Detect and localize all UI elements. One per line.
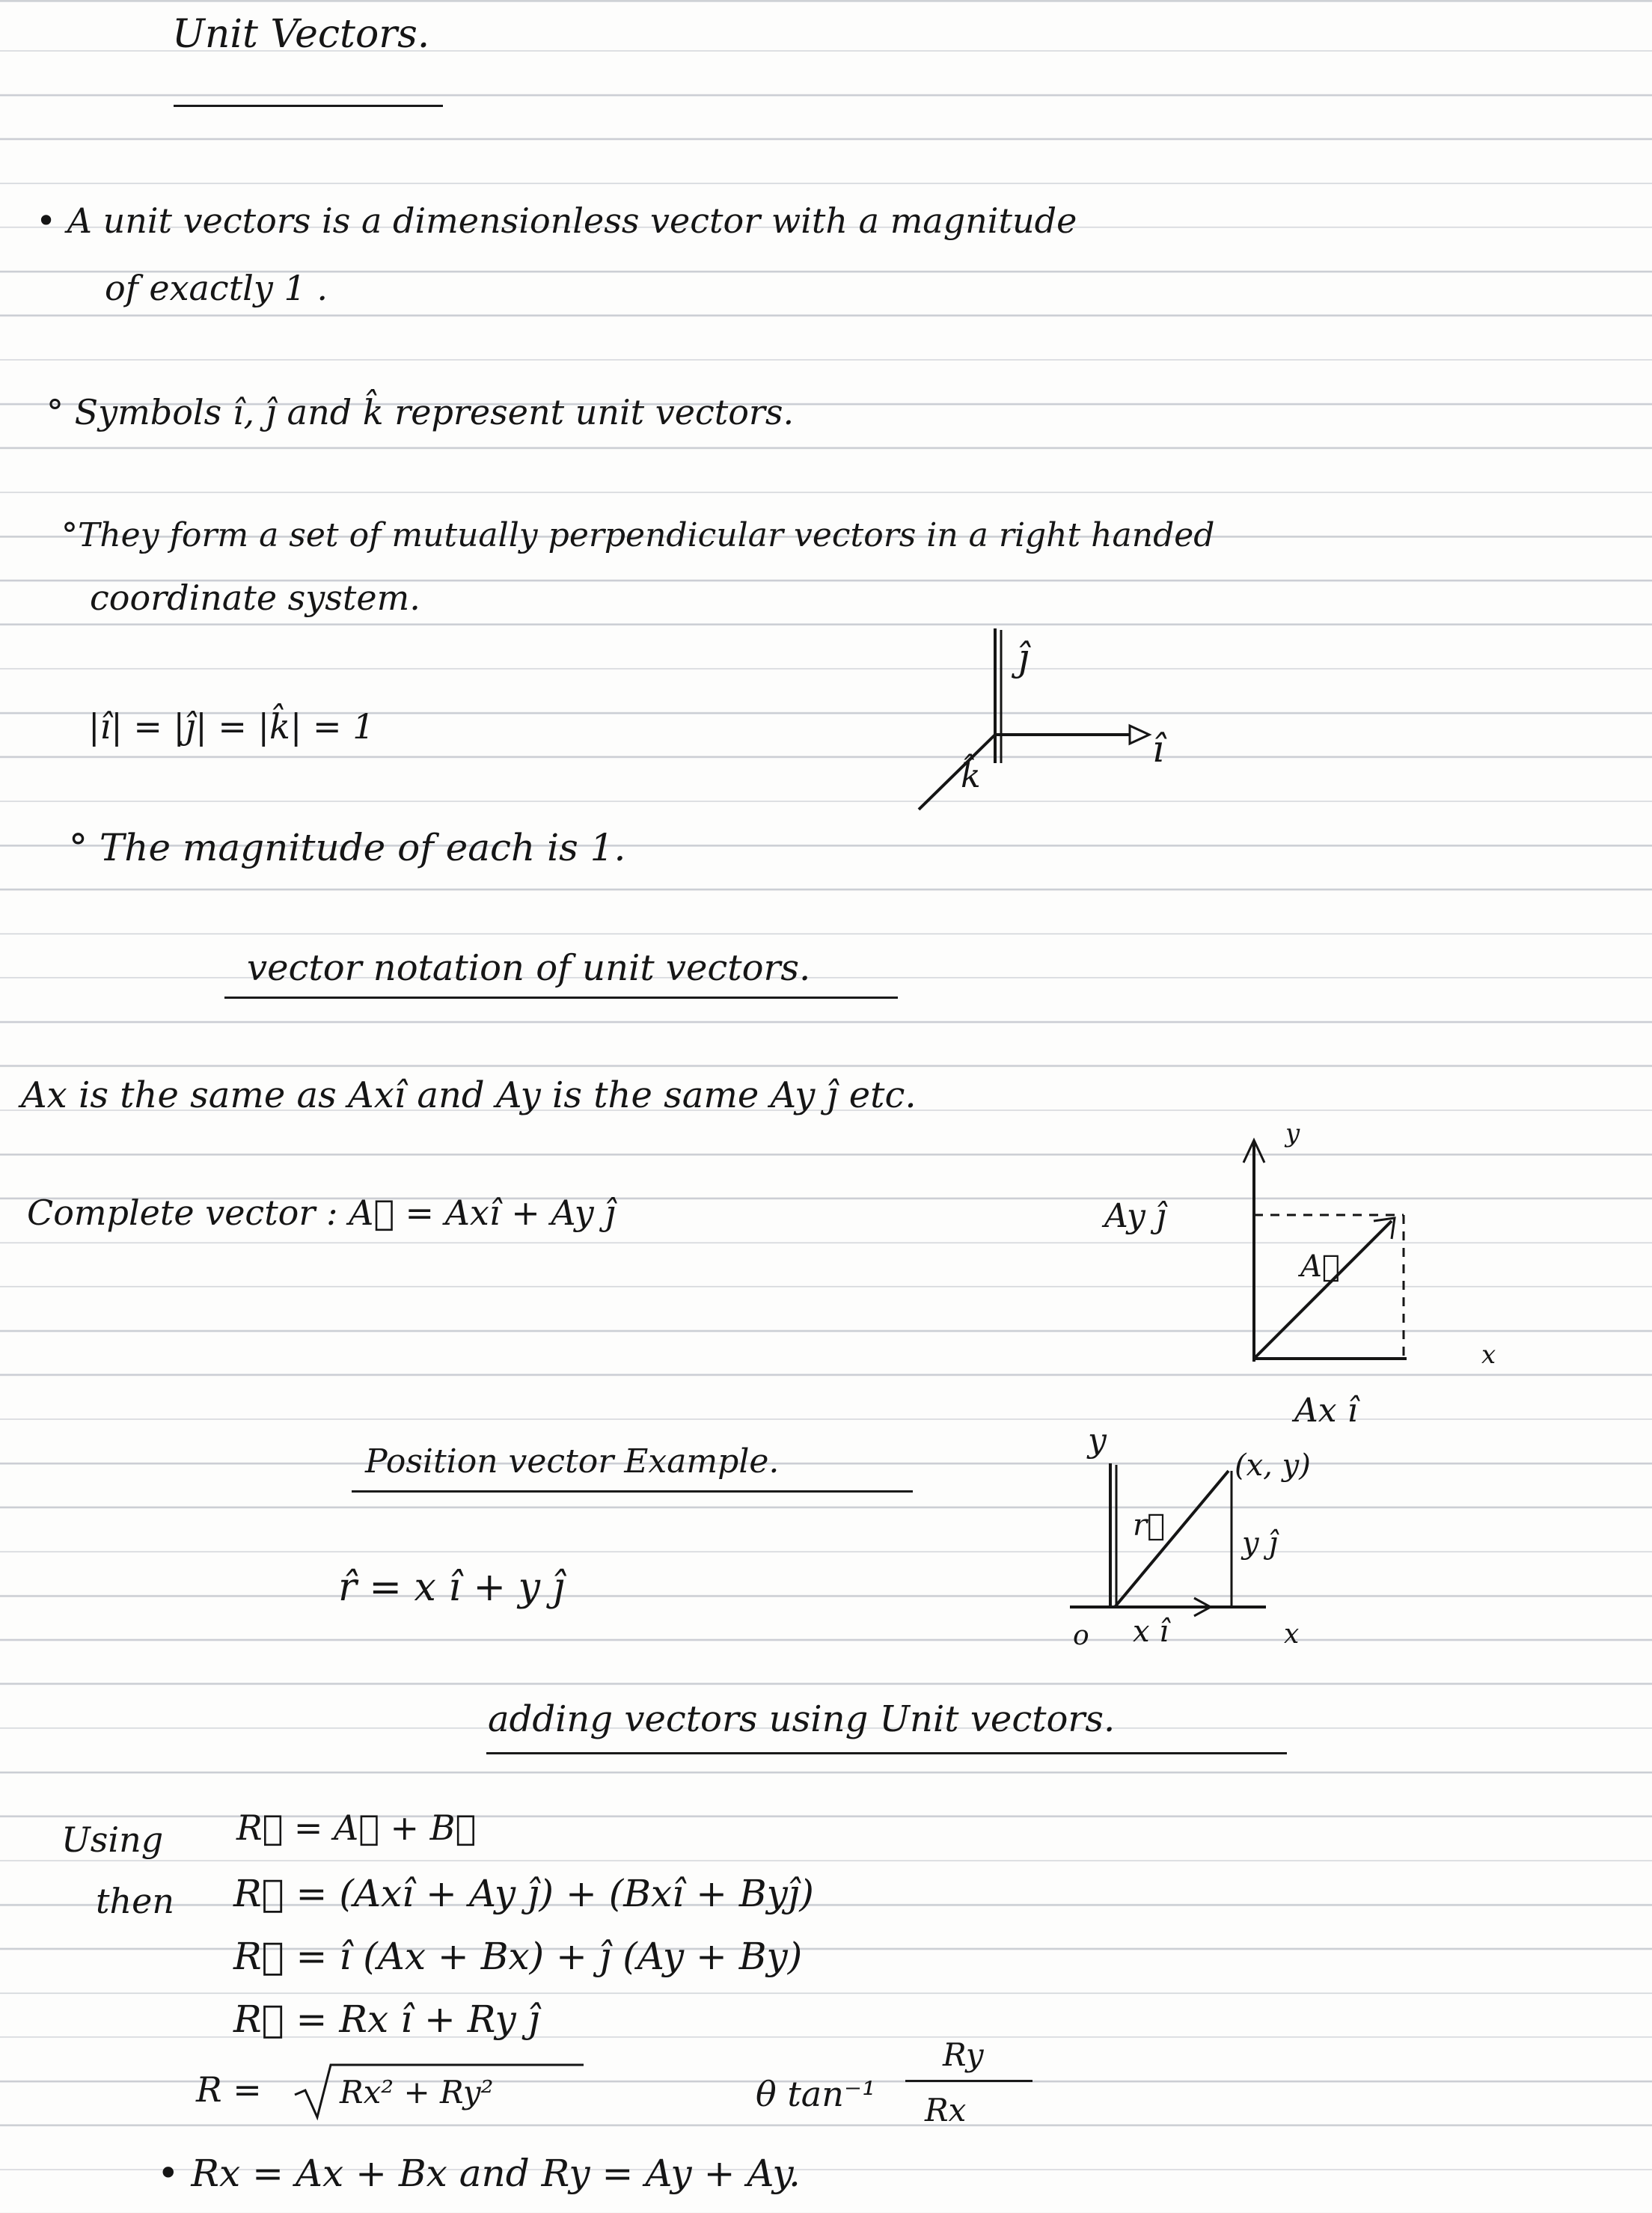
xi-label: x î (1133, 1614, 1169, 1649)
adding-vectors-underline (486, 1752, 1287, 1754)
r-label: r⃗ (1133, 1508, 1166, 1543)
vector-notation-heading: vector notation of unit vectors. (247, 947, 811, 989)
vector-notation-underline (224, 997, 898, 999)
title-underline (174, 105, 443, 107)
definition-line-1: • A unit vectors is a dimensionless vector with a magnitude (36, 201, 1077, 241)
complete-vector-line: Complete vector : A⃗ = Axî + Ay ĵ (27, 1193, 616, 1233)
origin-label: o (1073, 1620, 1089, 1651)
pos-y-axis-label: y (1088, 1421, 1107, 1460)
magnitude-each-line: ° The magnitude of each is 1. (69, 826, 626, 869)
k-axis-label: k̂ (961, 757, 981, 795)
ax-label: Ax î (1294, 1392, 1358, 1430)
i-axis-arrowhead (1130, 726, 1149, 744)
vector-a-label: A⃗ (1300, 1249, 1340, 1284)
pos-x-axis-label: x (1284, 1619, 1300, 1650)
adding-vectors-heading: adding vectors using Unit vectors. (488, 1698, 1116, 1740)
theta-label: θ tan⁻¹ (756, 2074, 876, 2114)
magnitude-equation: |î| = |ĵ| = |k̂| = 1 (88, 706, 375, 747)
symbols-line: ° Symbols î, ĵ and k̂ represent unit vectors. (46, 392, 795, 432)
angle-denominator: Rx (925, 2092, 967, 2128)
ay-label: Ay ĵ (1104, 1197, 1166, 1235)
yj-label: y ĵ (1242, 1526, 1278, 1561)
point-label: (x, y) (1235, 1448, 1311, 1483)
sum-equation-3: R⃗ = Rx î + Ry ĵ (233, 1998, 540, 2041)
j-axis-label: ĵ (1018, 636, 1030, 679)
using-label: Using (61, 1819, 164, 1860)
definition-line-2: of exactly 1 . (105, 268, 328, 308)
position-vector-heading: Position vector Example. (365, 1442, 780, 1481)
sum-equation-2: R⃗ = î (Ax + Bx) + ĵ (Ay + By) (233, 1935, 803, 1978)
magnitude-rhs: Rx² + Ry² (340, 2074, 494, 2111)
perpendicular-line-1: °They form a set of mutually perpendicular vectors in a right handed (61, 516, 1215, 554)
position-vector-underline (352, 1490, 913, 1493)
fraction-bar (905, 2080, 1032, 2082)
then-label: then (96, 1881, 174, 1921)
i-axis-label: î (1152, 727, 1164, 771)
using-equation: R⃗ = A⃗ + B⃗ (236, 1808, 477, 1848)
y-axis-label: y (1285, 1118, 1300, 1148)
sum-equation-1: R⃗ = (Axî + Ay ĵ) + (Bxî + Byĵ) (233, 1872, 814, 1915)
same-as-line: Ax is the same as Axî and Ay is the same Ay ĵ etc. (21, 1074, 917, 1116)
position-vector-equation: r̂ = x î + y ĵ (338, 1565, 565, 1610)
page-title: Unit Vectors. (172, 12, 430, 57)
magnitude-lhs: R = (196, 2069, 262, 2110)
angle-numerator: Ry (943, 2036, 984, 2073)
x-axis-label: x (1481, 1340, 1496, 1370)
perpendicular-line-2: coordinate system. (90, 578, 420, 618)
r-vector-line (1115, 1471, 1229, 1607)
vector-a-line (1254, 1221, 1392, 1359)
k-axis-line (919, 735, 995, 809)
component-vector-diagram (1077, 1115, 1556, 1444)
unit-axes-diagram (898, 613, 1212, 838)
components-line: • Rx = Ax + Bx and Ry = Ay + Ay. (157, 2152, 801, 2195)
position-vector-diagram (1062, 1421, 1377, 1661)
